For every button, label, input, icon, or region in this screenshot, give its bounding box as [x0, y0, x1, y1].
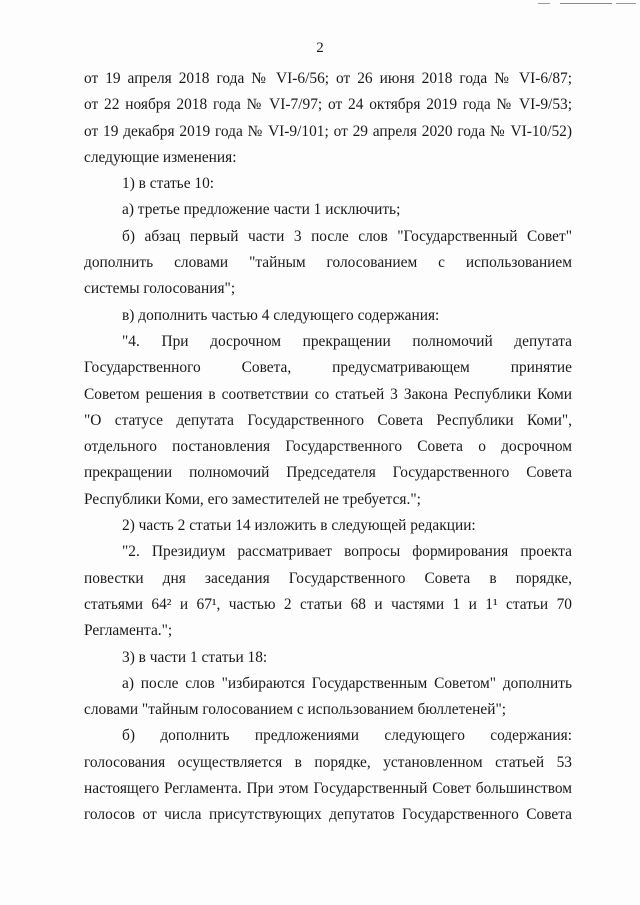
scan-edge-mark: [538, 3, 550, 4]
text-line: в) дополнить частью 4 следующего содержания:: [122, 306, 440, 324]
text-line: "4. При досрочном прекращении полномочий депутата: [122, 332, 572, 350]
text-line: от 19 декабря 2019 года № VI-9/101; от 29 апреля 2020 года № VI-10/52): [84, 122, 572, 140]
text-line: б) абзац первый части 3 после слов "Государственный Совет": [122, 227, 572, 245]
text-line: Республики Коми, его заместителей не требуется.";: [84, 490, 421, 508]
text-line: а) третье предложение части 1 исключить;: [122, 201, 401, 219]
scan-edge-mark: [560, 3, 612, 4]
text-line: системы голосования";: [84, 280, 236, 298]
text-line: дополнить словами "тайным голосованием с использованием: [84, 254, 572, 272]
text-line: от 19 апреля 2018 года № VI-6/56; от 26 июня 2018 года № VI-6/87;: [84, 70, 572, 87]
text-line: голосов от числа присутствующих депутатов Государственного Совета: [84, 806, 572, 824]
text-line: настоящего Регламента. При этом Государственный Совет большинством: [84, 780, 572, 798]
text-line: прекращении полномочий Председателя Государственного Совета: [84, 464, 572, 482]
scan-edge-mark: [616, 3, 636, 4]
text-line: голосования осуществляется в порядке, установленном статьей 53: [84, 753, 572, 771]
text-line: Государственного Совета, предусматривающем принятие: [84, 359, 572, 377]
page-number: 2: [316, 40, 324, 56]
text-line: Регламента.";: [84, 622, 173, 640]
text-line: "2. Президиум рассматривает вопросы формирования проекта: [122, 543, 572, 561]
text-line: б) дополнить предложениями следующего содержания:: [122, 727, 572, 745]
document-body: [84, 66, 572, 829]
text-line: отдельного постановления Государственного Совета о досрочном: [84, 438, 572, 456]
text-line: словами "тайным голосованием с использованием бюллетеней";: [84, 701, 507, 719]
text-line: повестки дня заседания Государственного Совета в порядке,: [84, 569, 572, 587]
text-line: 1) в статье 10:: [122, 175, 215, 193]
text-line: а) после слов "избираются Государственным Советом" дополнить: [122, 674, 572, 692]
text-line: 3) в части 1 статьи 18:: [122, 648, 268, 666]
text-line: 2) часть 2 статьи 14 изложить в следующей редакции:: [122, 517, 476, 535]
text-line: "О статусе депутата Государственного Совета Республики Коми",: [84, 411, 572, 429]
text-line: следующие изменения:: [84, 148, 237, 166]
text-line: Советом решения в соответствии со статьей 3 Закона Республики Коми: [84, 385, 572, 403]
text-line: статьями 64² и 67¹, частью 2 статьи 68 и частями 1 и 1¹ статьи 70: [84, 595, 572, 613]
text-line: от 22 ноября 2018 года № VI-7/97; от 24 октября 2019 года № VI-9/53;: [84, 96, 572, 114]
